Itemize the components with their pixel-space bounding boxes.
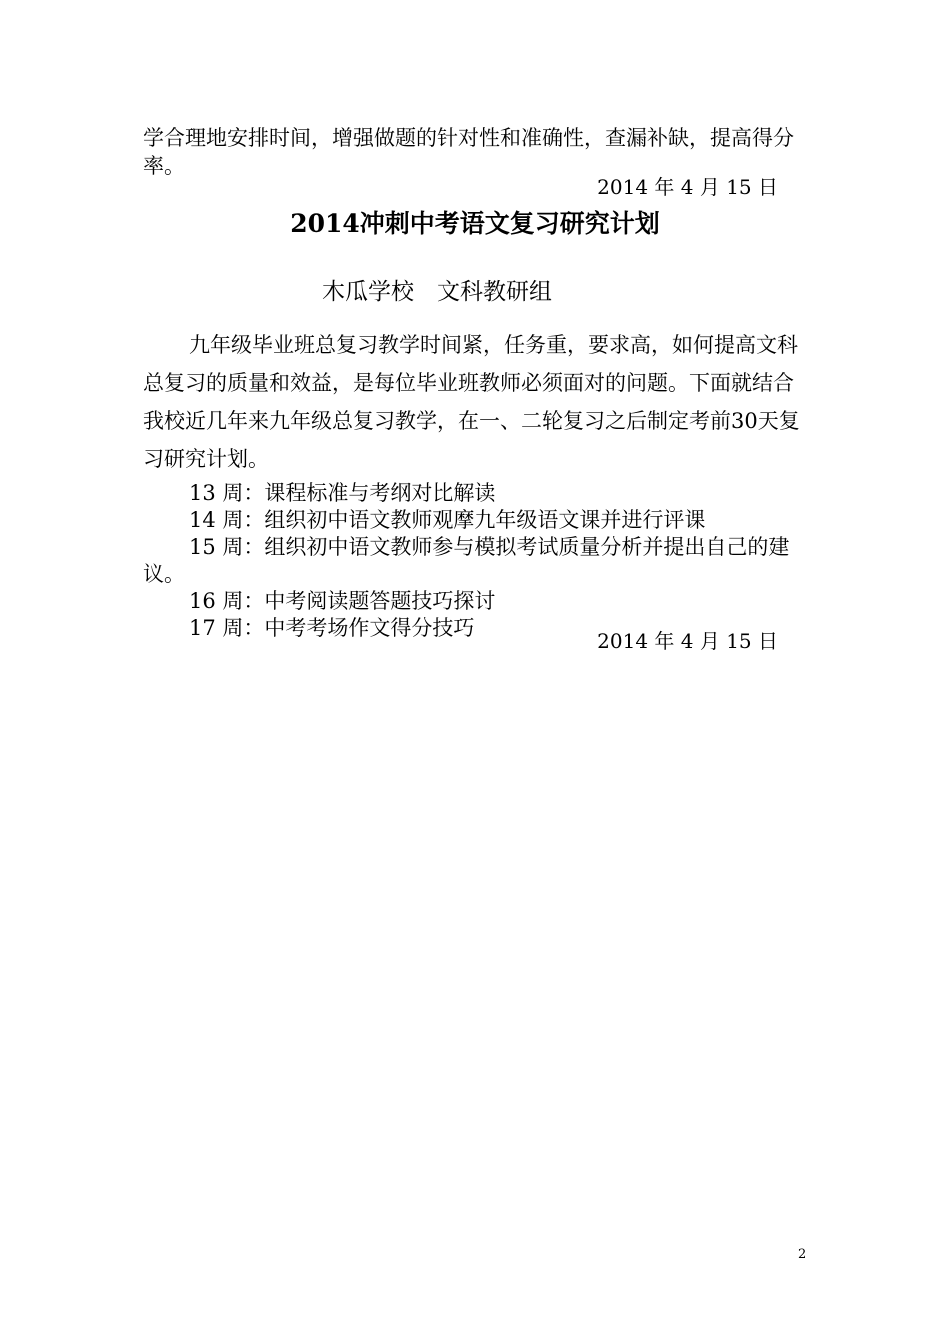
schedule-item-week-15: 15 周：组织初中语文教师参与模拟考试质量分析并提出自己的建议。 [143, 535, 790, 586]
schedule-item-week-16: 16 周：中考阅读题答题技巧探讨 [189, 589, 496, 613]
document-author: 木瓜学校 文科教研组 [322, 279, 552, 305]
weekly-schedule [143, 480, 808, 642]
schedule-item-week-13: 13 周：课程标准与考纲对比解读 [189, 481, 496, 505]
schedule-item-week-17: 17 周：中考考场作文得分技巧 [189, 616, 475, 640]
schedule-item-week-14: 14 周：组织初中语文教师观摩九年级语文课并进行评课 [189, 508, 706, 532]
previous-section-text: 学合理地安排时间，增强做题的针对性和准确性，查漏补缺，提高得分率。 [143, 126, 794, 178]
document-title: 2014冲刺中考语文复习研究计划 [290, 209, 660, 238]
page-number: 2 [798, 1247, 807, 1262]
document-date: 2014 年 4 月 15 日 [597, 629, 778, 653]
intro-paragraph: 九年级毕业班总复习教学时间紧，任务重，要求高，如何提高文科总复习的质量和效益，是每位毕业班教师必须面对的问题。下面就结合我校近几年来九年级总复习教学，在一、二轮复习之后制定考前30天复习研究计划。 [143, 333, 800, 471]
previous-section-date: 2014 年 4 月 15 日 [597, 175, 778, 199]
